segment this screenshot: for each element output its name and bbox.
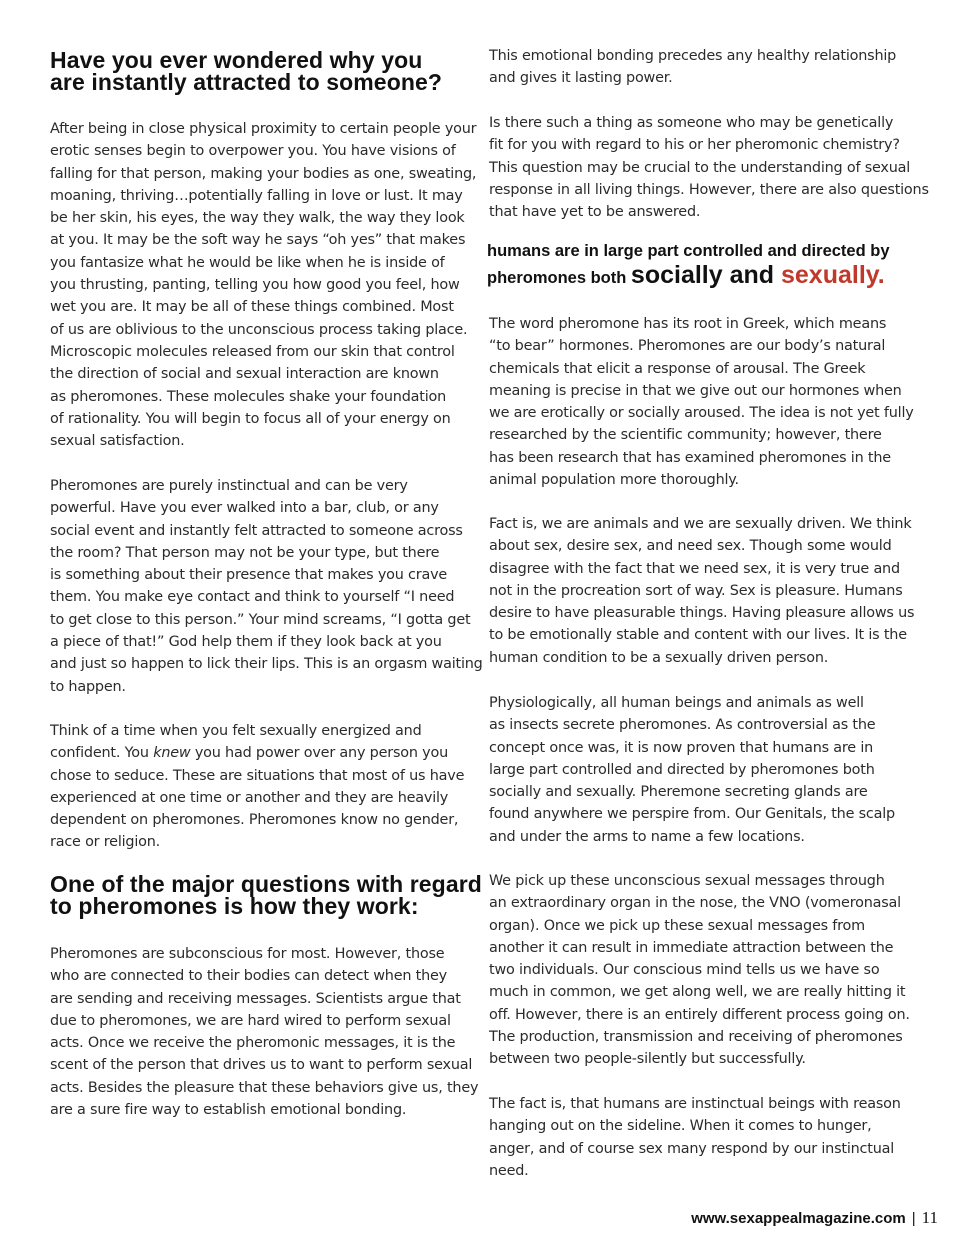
text-line: meaning is precise in that we give out our hormones when bbox=[489, 382, 902, 399]
heading-attraction bbox=[50, 49, 474, 93]
text-line: dependent on pheromones. Pheromones know no gender, bbox=[50, 812, 459, 829]
text-line: animal population more thoroughly. bbox=[489, 472, 739, 489]
text-line: Microscopic molecules released from our skin that control bbox=[50, 343, 455, 360]
text-line: Fact is, we are animals and we are sexually driven. We think bbox=[489, 516, 912, 532]
text-line: This question may be crucial to the understanding of sexual bbox=[489, 159, 911, 176]
text-line: The production, transmission and receiving of pheromones bbox=[489, 1029, 903, 1046]
text-line: as insects secrete pheromones. As controversial as the bbox=[489, 717, 876, 734]
pull-quote-red-text: sexually. bbox=[780, 261, 885, 289]
text-line: of us are oblivious to the unconscious process taking place. bbox=[50, 321, 468, 338]
footer-separator: | bbox=[911, 1210, 916, 1227]
text-line: scent of the person that drives us to want to perform sexual bbox=[50, 1057, 473, 1074]
text-line: socially and sexually. Pheremone secreting glands are bbox=[489, 784, 868, 801]
text-line: is something about their presence that makes you crave bbox=[50, 567, 448, 584]
text-line: and just so happen to lick their lips. This is an orgasm waiting bbox=[50, 656, 483, 673]
text-line: Physiologically, all human beings and animals as well bbox=[489, 695, 864, 711]
text-line: you fantasize what he would be like when he is inside of bbox=[50, 254, 445, 271]
text-line: and under the arms to name a few locations. bbox=[489, 828, 805, 845]
text-line: chose to seduce. These are situations that most of us have bbox=[50, 767, 465, 784]
paragraph-physiologically bbox=[489, 692, 911, 848]
text-line: Is there such a thing as someone who may be genetically bbox=[489, 115, 894, 131]
text-line: Pheromones are purely instinctual and can be very bbox=[50, 478, 408, 494]
text-line: the room? That person may not be your type, but there bbox=[50, 544, 440, 561]
text-line: much in common, we get along well, we are really hitting it bbox=[489, 984, 906, 1001]
text-line: are instantly attracted to someone? bbox=[50, 69, 443, 95]
emphasis-knew: knew bbox=[153, 745, 191, 762]
page-footer bbox=[691, 1208, 938, 1228]
text-line: response in all living things. However, there are also questions bbox=[489, 181, 929, 198]
text-line: human condition to be a sexually driven person. bbox=[489, 649, 829, 666]
text-line: hanging out on the sideline. When it comes to hunger, bbox=[489, 1118, 872, 1135]
paragraph-greek-root bbox=[489, 313, 914, 491]
text-line: are sending and receiving messages. Scientists argue that bbox=[50, 990, 461, 1007]
paragraph-instinctual bbox=[50, 475, 483, 698]
text-line: be her skin, his eyes, the way they walk, the way they look bbox=[50, 210, 465, 227]
text-line: social event and instantly felt attracted to someone across bbox=[50, 522, 463, 539]
text-line: wet you are. It may be all of these things combined. Most bbox=[50, 299, 454, 316]
text-line: chemicals that elicit a response of arousal. The Greek bbox=[489, 360, 866, 377]
text-line: to pheromones is how they work: bbox=[50, 893, 419, 919]
text-line: an extraordinary organ in the nose, the VNO (vomeronasal bbox=[489, 895, 901, 912]
text-line: fit for you with regard to his or her pheromonic chemistry? bbox=[489, 137, 900, 154]
heading-how-they-work bbox=[50, 871, 482, 919]
footer-url: www.sexappealmagazine.com bbox=[691, 1210, 906, 1227]
pull-quote bbox=[487, 240, 917, 291]
text-line: moaning, thriving…potentially falling in love or lust. It may bbox=[50, 187, 463, 204]
text-line: of rationality. You will begin to focus all of your energy on bbox=[50, 410, 451, 427]
text-line: the direction of social and sexual interaction are known bbox=[50, 366, 439, 383]
text-line: another it can result in immediate attraction between the bbox=[489, 939, 894, 956]
text-line: at you. It may be the soft way he says “oh yes” that makes bbox=[50, 232, 466, 249]
paragraph-genetically-fit bbox=[489, 112, 929, 223]
text-line: sexual satisfaction. bbox=[50, 433, 185, 450]
text-line: has been research that has examined pheromones in the bbox=[489, 449, 891, 466]
paragraph-energized bbox=[50, 720, 474, 854]
text-line: disagree with the fact that we need sex, it is very true and bbox=[489, 560, 900, 577]
text-line: We pick up these unconscious sexual messages through bbox=[489, 873, 885, 889]
text-line: After being in close physical proximity to certain people your bbox=[50, 121, 477, 137]
text-line: concept once was, it is now proven that humans are in bbox=[489, 739, 874, 756]
text-line: falling for that person, making your bodies as one, sweating, bbox=[50, 165, 477, 182]
text-line: to get close to this person.” Your mind screams, “I gotta get bbox=[50, 611, 471, 628]
text-line: off. However, there is an entirely different process going on. bbox=[489, 1006, 910, 1023]
text-line: The word pheromone has its root in Greek, which means bbox=[489, 316, 887, 332]
paragraph-vno bbox=[489, 870, 911, 1071]
text-line: not in the procreation sort of way. Sex is pleasure. Humans bbox=[489, 582, 903, 599]
text-line: acts. Besides the pleasure that these behaviors give us, they bbox=[50, 1079, 479, 1096]
text-line: “to bear” hormones. Pheromones are our body’s natural bbox=[489, 338, 886, 355]
text-line: two individuals. Our conscious mind tells us we have so bbox=[489, 962, 880, 979]
paragraph-proximity bbox=[50, 118, 477, 452]
text-line: found anywhere we perspire from. Our Genitals, the scalp bbox=[489, 806, 895, 823]
text-line: to happen. bbox=[50, 678, 126, 695]
text-line: anger, and of course sex many respond by our instinctual bbox=[489, 1140, 895, 1157]
page-number: 11 bbox=[921, 1208, 938, 1227]
text-line: experienced at one time or another and they are heavily bbox=[50, 789, 449, 806]
text-line: The fact is, that humans are instinctual beings with reason bbox=[489, 1096, 901, 1112]
text-line: about sex, desire sex, and need sex. Though some would bbox=[489, 538, 892, 555]
text-line: researched by the scientific community; however, there bbox=[489, 427, 882, 444]
text-line: Have you ever wondered why you bbox=[50, 47, 423, 73]
text-line: a piece of that!” God help them if they look back at you bbox=[50, 634, 442, 651]
text-line: that have yet to be answered. bbox=[489, 204, 701, 221]
text-line: between two people-silently but successfully. bbox=[489, 1051, 806, 1068]
text-line: erotic senses begin to overpower you. You have visions of bbox=[50, 143, 456, 160]
text-line: Think of a time when you felt sexually energized and bbox=[50, 723, 422, 739]
paragraph-sexually-driven bbox=[489, 513, 915, 669]
pull-quote-big-text: socially and bbox=[630, 261, 781, 289]
text-line: organ). Once we pick up these sexual messages from bbox=[489, 917, 865, 934]
text-line: as pheromones. These molecules shake your foundation bbox=[50, 388, 447, 405]
text-line: you thrusting, panting, telling you how good you feel, how bbox=[50, 277, 460, 294]
text-line: acts. Once we receive the pheromonic messages, it is the bbox=[50, 1035, 456, 1052]
text-line: One of the major questions with regard bbox=[50, 871, 482, 897]
paragraph-subconscious bbox=[50, 943, 479, 1121]
text-line: large part controlled and directed by pheromones both bbox=[489, 761, 875, 778]
text-line: due to pheromones, we are hard wired to perform sexual bbox=[50, 1012, 451, 1029]
text-line: need. bbox=[489, 1162, 529, 1179]
text-line: we are erotically or socially aroused. The idea is not yet fully bbox=[489, 405, 914, 422]
text-line: desire to have pleasurable things. Having pleasure allows us bbox=[489, 605, 915, 622]
paragraph-bonding bbox=[489, 45, 911, 90]
text-line: who are connected to their bodies can detect when they bbox=[50, 968, 447, 985]
text-line: Pheromones are subconscious for most. However, those bbox=[50, 946, 445, 962]
text-line: and gives it lasting power. bbox=[489, 70, 673, 87]
text-line: confident. You knew you had power over any person you bbox=[50, 745, 448, 762]
pull-quote-line-2 bbox=[487, 262, 917, 291]
pull-quote-small-text: pheromones both bbox=[487, 269, 631, 287]
text-line: This emotional bonding precedes any healthy relationship bbox=[489, 48, 897, 64]
text-line: to be emotionally stable and content with our lives. It is the bbox=[489, 627, 907, 644]
text-line: race or religion. bbox=[50, 834, 161, 851]
text-line: them. You make eye contact and think to yourself “I need bbox=[50, 589, 455, 606]
text-line: are a sure fire way to establish emotional bonding. bbox=[50, 1102, 407, 1119]
pull-quote-line-1: humans are in large part controlled and directed by bbox=[487, 242, 890, 260]
paragraph-instinctual-beings bbox=[489, 1093, 911, 1182]
text-line: powerful. Have you ever walked into a bar, club, or any bbox=[50, 500, 439, 517]
